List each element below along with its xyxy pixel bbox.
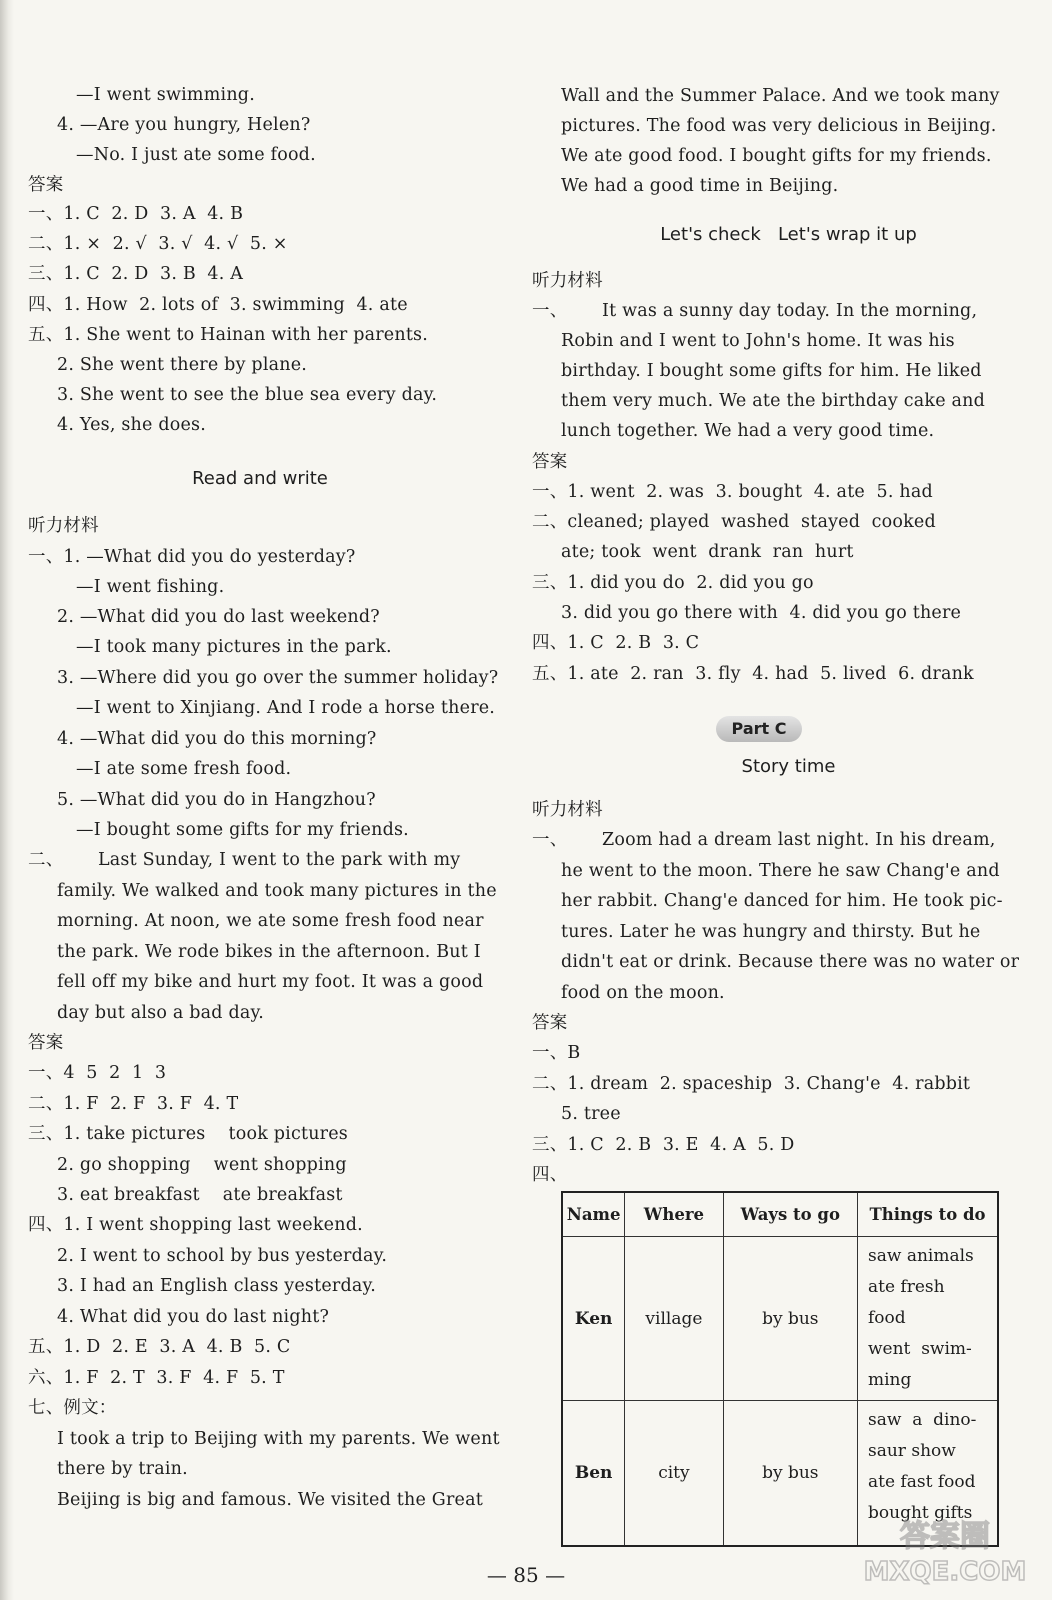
text-line: —I went fishing. <box>76 577 225 597</box>
things-to-do-table <box>561 1191 999 1547</box>
text-line: 五、1. She went to Hainan with her parents. <box>28 325 429 345</box>
text-line: —I took many pictures in the park. <box>76 637 392 657</box>
text-line: 二、1. F 2. F 3. F 4. T <box>28 1094 239 1114</box>
text-line: lunch together. We had a very good time. <box>561 421 935 441</box>
text-line: pictures. The food was very delicious in Beijing. <box>561 116 997 136</box>
part-c-badge: Part C <box>716 716 802 742</box>
text-line: her rabbit. Chang'e danced for him. He took pic- <box>561 891 1003 911</box>
text-line: 一、1. C 2. D 3. A 4. B <box>28 204 244 224</box>
section-heading-story-time: Story time <box>741 756 836 777</box>
text-line: 一、1. went 2. was 3. bought 4. ate 5. had <box>532 482 933 502</box>
text-line: food on the moon. <box>561 983 725 1003</box>
text-line: 四、1. C 2. B 3. C <box>532 633 700 653</box>
text-line: 2. go shopping went shopping <box>57 1155 347 1175</box>
table-row <box>562 1237 998 1401</box>
text-line: 二、 Last Sunday, I went to the park with my <box>28 850 461 870</box>
text-line: 3. She went to see the blue sea every day. <box>57 385 438 405</box>
text-line: morning. At noon, we ate some fresh food near <box>57 911 484 931</box>
text-line: I took a trip to Beijing with my parents. We went <box>57 1429 500 1449</box>
text-line: 二、1. dream 2. spaceship 3. Chang'e 4. rabbit <box>532 1074 971 1094</box>
text-line: 一、1. —What did you do yesterday? <box>28 547 356 567</box>
text-line: 4. What did you do last night? <box>57 1307 330 1327</box>
text-line: 5. tree <box>561 1104 621 1124</box>
watermark-logo <box>845 1510 1045 1590</box>
column-header: Ways to go <box>723 1192 857 1237</box>
text-line: 三、1. C 2. D 3. B 4. A <box>28 264 244 284</box>
text-line: We had a good time in Beijing. <box>561 176 839 196</box>
text-line: 三、1. take pictures took pictures <box>28 1124 348 1144</box>
text-line: 2. She went there by plane. <box>57 355 308 375</box>
page-edge-shadow <box>0 0 14 1600</box>
text-line: fell off my bike and hurt my foot. It was a good <box>57 972 484 992</box>
text-line: 六、1. F 2. T 3. F 4. F 5. T <box>28 1368 285 1388</box>
text-line: family. We walked and took many pictures in the <box>57 881 497 901</box>
column-header: Things to do <box>858 1192 999 1237</box>
cell-text-line: ming <box>868 1370 912 1390</box>
text-line: 三、1. did you do 2. did you go <box>532 573 814 593</box>
text-line: tures. Later he was hungry and thirsty. But he <box>561 922 981 942</box>
text-line: 四、1. I went shopping last weekend. <box>28 1215 363 1235</box>
cell-text-line: ate fresh <box>868 1277 945 1297</box>
text-line: 2. —What did you do last weekend? <box>57 607 380 627</box>
text-line: 2. I went to school by bus yesterday. <box>57 1246 388 1266</box>
text-line: the park. We rode bikes in the afternoon. But I <box>57 942 481 962</box>
column-header: Name <box>562 1192 625 1237</box>
text-line: 七、例文： <box>28 1398 117 1418</box>
text-line: Beijing is big and famous. We visited the Great <box>57 1490 483 1510</box>
table-header-row <box>562 1192 998 1237</box>
text-line: 四、 <box>532 1165 568 1185</box>
cell-name: Ken <box>562 1237 625 1401</box>
text-line: 3. —Where did you go over the summer holiday? <box>57 668 499 688</box>
text-line: 一、 It was a sunny day today. In the morning, <box>532 301 978 321</box>
text-line: —I went swimming. <box>76 85 255 105</box>
text-line: 二、1. × 2. √ 3. √ 4. √ 5. × <box>28 234 288 254</box>
cell-ways-to-go: by bus <box>723 1401 857 1547</box>
text-line: birthday. I bought some gifts for him. He liked <box>561 361 982 381</box>
text-line: 3. did you go there with 4. did you go there <box>561 603 962 623</box>
cell-text-line: food <box>868 1308 906 1328</box>
text-line: 五、1. D 2. E 3. A 4. B 5. C <box>28 1337 291 1357</box>
text-line: 一、4 5 2 1 3 <box>28 1063 167 1083</box>
text-line: We ate good food. I bought gifts for my friends. <box>561 146 992 166</box>
text-line: day but also a bad day. <box>57 1003 265 1023</box>
section-label-answers: 答案 <box>532 452 568 472</box>
text-line: 3. eat breakfast ate breakfast <box>57 1185 343 1205</box>
cell-name: Ben <box>562 1401 625 1547</box>
text-line: there by train. <box>57 1459 188 1479</box>
cell-where: village <box>625 1237 723 1401</box>
text-line: —I ate some fresh food. <box>76 759 292 779</box>
cell-where: city <box>625 1401 723 1547</box>
text-line: ate; took went drank ran hurt <box>561 542 854 562</box>
text-line: 一、B <box>532 1043 581 1063</box>
cell-text-line: saw a dino- <box>868 1410 977 1430</box>
text-line: 4. —Are you hungry, Helen? <box>57 115 311 135</box>
section-heading-read-and-write: Read and write <box>192 468 328 489</box>
text-line: —No. I just ate some food. <box>76 145 316 165</box>
section-heading-lets-check: Let's check Let's wrap it up <box>660 224 917 245</box>
text-line: 三、1. C 2. B 3. E 4. A 5. D <box>532 1135 795 1155</box>
text-line: Wall and the Summer Palace. And we took many <box>561 86 1000 106</box>
page-number: — 85 — <box>486 1563 566 1587</box>
cell-text-line: ate fast food <box>868 1472 976 1492</box>
section-label-listening: 听力材料 <box>28 516 99 536</box>
text-line: 一、 Zoom had a dream last night. In his dream, <box>532 830 996 850</box>
text-line: —I bought some gifts for my friends. <box>76 820 409 840</box>
text-line: them very much. We ate the birthday cake and <box>561 391 986 411</box>
section-label-answers: 答案 <box>28 1033 64 1053</box>
cell-text-line: saur show <box>868 1441 956 1461</box>
section-label-listening: 听力材料 <box>532 800 603 820</box>
text-line: 二、cleaned; played washed stayed cooked <box>532 512 936 532</box>
svg-text:MXQE.COM: MXQE.COM <box>863 1557 1027 1587</box>
text-line: 五、1. ate 2. ran 3. fly 4. had 5. lived 6. drank <box>532 664 974 684</box>
svg-text:答案圈: 答案圈 <box>900 1519 990 1554</box>
cell-ways-to-go: by bus <box>723 1237 857 1401</box>
text-line: he went to the moon. There he saw Chang'e and <box>561 861 1000 881</box>
section-label-answers: 答案 <box>28 175 64 195</box>
text-line: 4. —What did you do this morning? <box>57 729 377 749</box>
cell-text-line: went swim- <box>868 1339 972 1359</box>
section-label-listening: 听力材料 <box>532 271 603 291</box>
column-header: Where <box>625 1192 723 1237</box>
text-line: 5. —What did you do in Hangzhou? <box>57 790 376 810</box>
text-line: —I went to Xinjiang. And I rode a horse there. <box>76 698 496 718</box>
cell-things-to-do <box>858 1237 999 1401</box>
text-line: Robin and I went to John's home. It was his <box>561 331 955 351</box>
text-line: 四、1. How 2. lots of 3. swimming 4. ate <box>28 295 408 315</box>
cell-text-line: saw animals <box>868 1246 974 1266</box>
text-line: 4. Yes, she does. <box>57 415 206 435</box>
cell-text-line: bought gifts <box>868 1503 973 1523</box>
text-line: didn't eat or drink. Because there was no water or <box>561 952 1020 972</box>
section-label-answers: 答案 <box>532 1013 568 1033</box>
text-line: 3. I had an English class yesterday. <box>57 1276 377 1296</box>
